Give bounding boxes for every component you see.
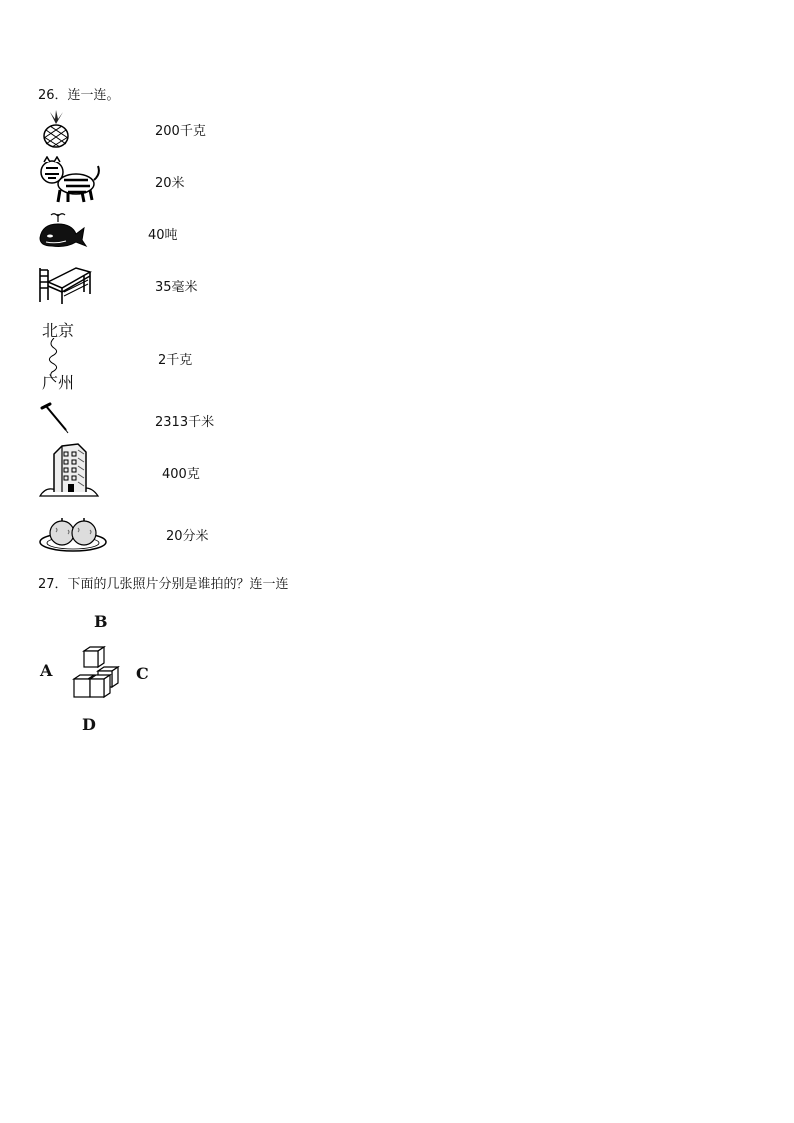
value-400g: 400克: [162, 467, 200, 482]
map-label-guangzhou: 广州: [42, 373, 75, 392]
label-a: A: [40, 661, 53, 680]
value-20dm: 20分米: [166, 529, 209, 544]
map-label-beijing: 北京: [42, 321, 75, 340]
value-200kg: 200千克: [155, 124, 206, 139]
value-40t: 40吨: [148, 228, 178, 243]
label-b: B: [94, 612, 108, 631]
whale-icon: [36, 210, 88, 250]
fruit-plate-icon: [38, 512, 108, 554]
building-icon: [38, 440, 100, 498]
tiger-icon: [38, 156, 102, 204]
label-d: D: [82, 715, 96, 734]
nail-icon: [40, 402, 70, 434]
value-35mm: 35毫米: [155, 280, 198, 295]
value-20m: 20米: [155, 176, 185, 191]
value-2kg: 2千克: [158, 353, 193, 368]
value-2313km: 2313千米: [155, 415, 215, 430]
label-c: C: [136, 664, 149, 683]
bed-icon: [36, 258, 94, 306]
question-27-title: 27．下面的几张照片分别是谁拍的？连一连: [38, 577, 289, 592]
pineapple-icon: [38, 110, 74, 148]
cube-stack-icon: [70, 645, 120, 699]
map-route-icon: [42, 318, 86, 394]
question-26-title: 26．连一连。: [38, 88, 120, 103]
